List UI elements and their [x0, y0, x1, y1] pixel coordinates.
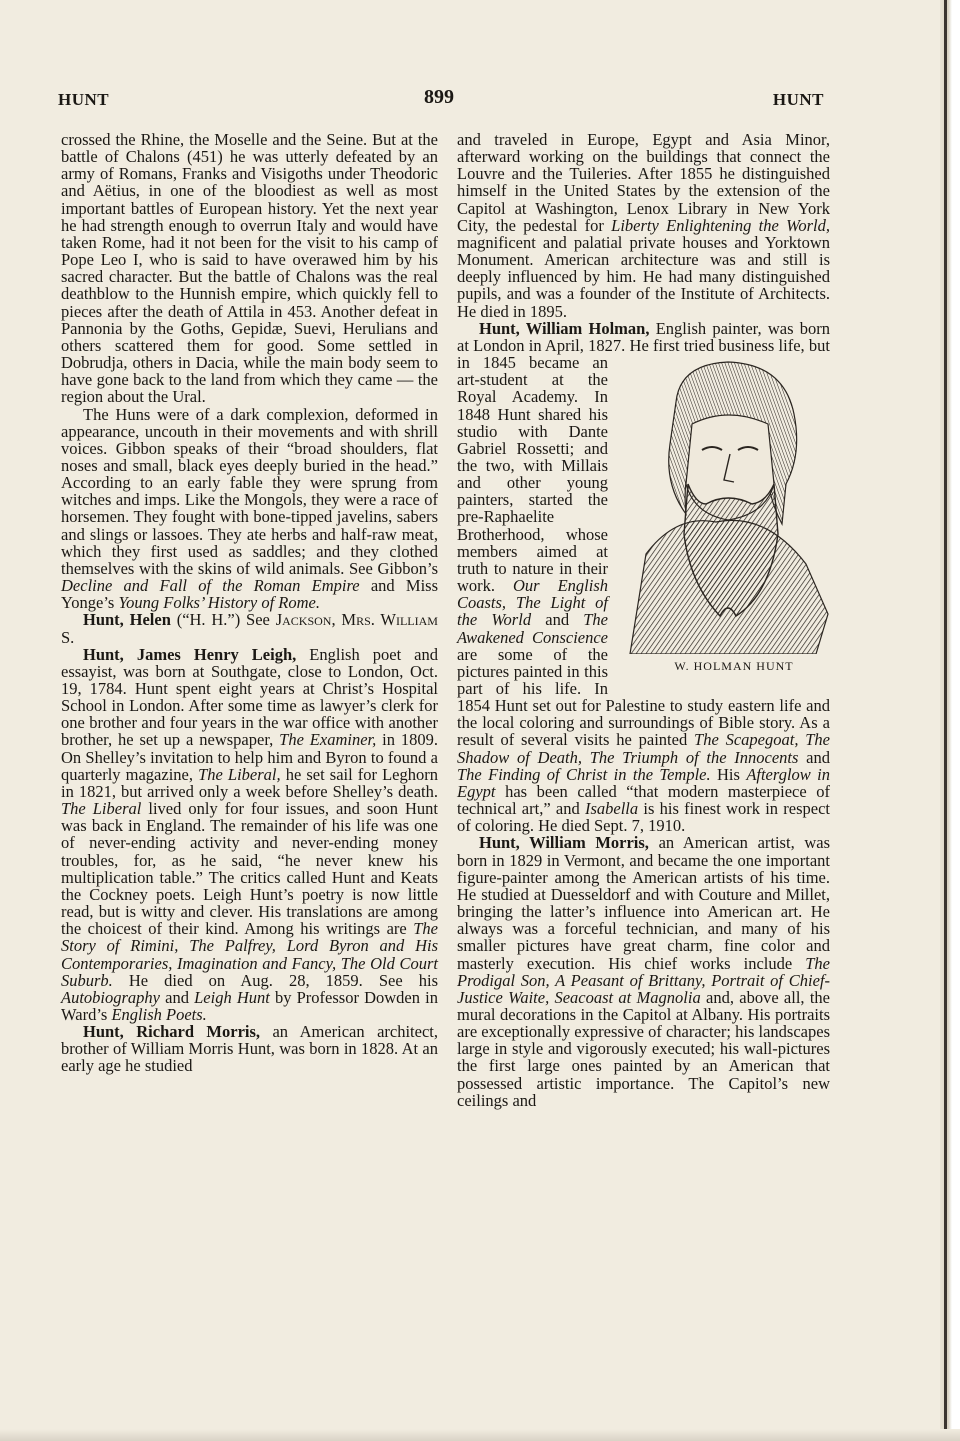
left-column [61, 131, 438, 1075]
leigh-works: The Story of Rimini, The Palfrey, Lord Byron and His Contemporaries, Imagination and Fancy, The Old Court Suburb. [61, 919, 438, 990]
page-number: 899 [424, 86, 454, 108]
morris-text-1: an American artist, was born in 1829 in Vermont, and became the one important figure-painter among the American artists of his time. He studied at Duesseldorf and with Couture and Millet, bringing the latter’s influence into American art. He always was a forceful technician, and many of his smaller pictures have great charm, fine color and masterly execution. His chief works include [457, 833, 830, 973]
holman-text-4: and [798, 747, 830, 767]
running-header [58, 86, 824, 116]
huns-description-mid: and Miss Yonge’s [61, 576, 439, 613]
entry-hunt-helen [61, 611, 438, 645]
liberty-title: Liberty Enlightening the World, [611, 215, 831, 235]
entry-hunt-holman [457, 320, 830, 835]
holman-text-6: has been called “that modern masterpiece of technical art,” and [457, 781, 830, 819]
leigh-text-3: he set sail for Leghorn in 1821, but arrived only a week before Shelley’s death. [61, 764, 438, 801]
running-head-right: HUNT [772, 90, 824, 109]
entry-hunt-leigh [61, 646, 438, 1023]
right-column [457, 131, 830, 1109]
richard-text-1: an American architect, brother of William Morris Hunt, was born in 1828. At an early age he studied [61, 1022, 438, 1076]
yonge-reference: Young Folks’ History of Rome. [118, 593, 320, 613]
leigh-text-4: lived only for four issues, and soon Hunt was back in England. The remainder of his life was one of never-ending activity and never-ending money troubles, for, as he said, “he never knew his multiplication table.” The critics called Hunt and Keats the Cockney poets. Leigh Hunt’s poetry is now little read, but is witty and clever. His translations are among the choicest of their kind. Among his writings are [61, 799, 438, 939]
holman-text-1a: English painter, was born at London in April, 1827. He first [457, 318, 830, 355]
portrait-figure [616, 354, 830, 685]
holman-text-7: is his finest work in respect of coloring. He died Sept. 7, 1910. [457, 799, 830, 836]
richard-continuation [457, 131, 830, 320]
holman-works-1: Our English Coasts, The Light of the World [457, 576, 608, 630]
helen-text: (“H. H.”) See [170, 610, 276, 630]
entry-heading-morris: Hunt, William Morris, [479, 833, 649, 853]
leigh-examiner: The Examiner, [279, 730, 377, 750]
holman-works-3: The Scapegoat, The Shadow of Death, The Triumph of the Innocents [457, 730, 831, 767]
portrait-caption: W. HOLMAN HUNT [674, 659, 794, 674]
leigh-text-2: in 1809. On Shelley’s invitation to help him and Byron to found a quarterly magazine, [61, 730, 438, 784]
leigh-liberal-1: The Liberal, [198, 764, 281, 784]
holman-text-5: His [710, 764, 747, 784]
huns-description-text: The Huns were of a dark complexion, deformed in appearance, uncouth in their movements and with shrill voices. Gibbon speaks of their “broad shoulders, flat noses and small, black eyes deeply buried in the head.” According to an early fable they were sprung from witches and imps. Like the Mongols, they were a race of horsemen. They fought with bone-tipped javelins, sabers and slings or lassoes. They ate herbs and half-raw meat, which they first used as saddles; and they clothed themselves with the skins of wild animals. See Gibbon’s [61, 404, 438, 578]
huns-description-paragraph [61, 406, 438, 612]
leigh-hunt-title: Leigh Hunt [194, 987, 270, 1007]
holman-works-4: The Finding of Christ in the Temple. [457, 764, 711, 784]
richard-cont-text-2: magnificent and palatial private houses and Yorktown Monument. American architecture was and still is deeply influenced by him. He had many distinguished pupils, and was a founder of the Institute of Architects. He died in 1895. [457, 232, 830, 321]
entry-hunt-richard [61, 1023, 438, 1074]
entry-heading-helen: Hunt, Helen [83, 610, 171, 630]
leigh-english-poets: English Poets. [111, 1004, 207, 1024]
holman-works-6: Isabella [584, 799, 639, 819]
helen-cross-reference: Jackson, Mrs. William S. [61, 610, 438, 647]
leigh-text-5: He died on Aug. 28, 1859. See his [112, 970, 438, 990]
leigh-text-7: by Professor Dowden in Ward’s [61, 987, 438, 1024]
entry-heading-leigh: Hunt, James Henry Leigh, [83, 644, 297, 664]
richard-cont-text-1: and traveled in Europe, Egypt and Asia Minor, afterward working on the buildings that connect the Louvre and the Tuileries. After 1855 he distinguished himself in the United States by the extension of the Capitol at Washington, Lenox Library in New York City, the pedestal for [457, 130, 830, 235]
running-head-left: HUNT [58, 90, 110, 109]
huns-battles-paragraph: crossed the Rhine, the Moselle and the Seine. But at the battle of Chalons (451) he was utterly defeated by an army of Romans, Franks and Visigoths under Theodoric and Aëtius, in one of the bloodiest as well as most important battles of European history. Yet the next year he had strength enough to overrun Italy and would have taken Rome, had it not been for the visit to his camp of Pope Leo I, who is said to have overawed him by his sacred character. But the battle of Chalons was the real deathblow to the Hunnish empire, which quickly fell to pieces after the death of Attila in 453. Another defeat in Pannonia by the Goths, Gepidæ, Suevi, Herulians and others scattered them for good. Some settled in Dobrudja, others in Dacia, while the main body seem to have gone back to the land from which they came — the region about the Ural. [61, 130, 438, 407]
page-edge [940, 0, 960, 1441]
holman-works-2: The Awakened Conscience [457, 610, 608, 647]
holman-works-5: Afterglow in Egypt [457, 764, 831, 801]
entry-heading-richard: Hunt, Richard Morris, [83, 1022, 261, 1042]
holman-text-3: are some of the pictures painted in this part of his life. In 1854 Hunt set out for Palestine to study eastern life and the local coloring and surroundings of Bible story. As a result of several visits he painted [457, 644, 830, 750]
entry-hunt-morris [457, 834, 830, 1109]
leigh-text-1: English poet and essayist, was born at Southgate, close to London, Oct. 19, 1784. Hunt spent eight years at Christ’s Hospital School in London. After some time as lawyer’s clerk for one brother and four years in the war office with another brother, he set up a newspaper, [61, 644, 439, 750]
page-edge-line [944, 0, 947, 1441]
holman-text-1b: tried business life, but in 1845 became an art-student at the Royal Academy. In 1848 Hunt shared his studio with Dante Gabriel Rossetti; and the two, with Millais and other young painters, started the pre-Raphaelite Brotherhood, whose members aimed at truth to nature in their work. [457, 335, 831, 596]
morris-text-2: and, above all, the mural decorations in the Capitol at Albany. His portraits are exceptionally expressive of character; his landscapes large in style and vigorously executed; his wall-pictures the first large ones painted by an American that possessed artistic importance. The Capitol’s new ceilings and [457, 987, 830, 1110]
bottom-shadow [0, 1429, 960, 1441]
holman-hunt-portrait [616, 354, 830, 654]
entry-heading-holman: Hunt, William Holman, [479, 318, 650, 338]
gibbon-reference: Decline and Fall of the Roman Empire [61, 576, 360, 596]
leigh-autobiography: Autobiography [61, 987, 160, 1007]
morris-works: The Prodigal Son, A Peasant of Brittany, Portrait of Chief-Justice Waite, Seacoast at Magnolia [457, 953, 830, 1007]
leigh-liberal-2: The Liberal [61, 799, 142, 819]
leigh-text-6: and [160, 987, 195, 1007]
holman-text-2: and [531, 610, 584, 630]
